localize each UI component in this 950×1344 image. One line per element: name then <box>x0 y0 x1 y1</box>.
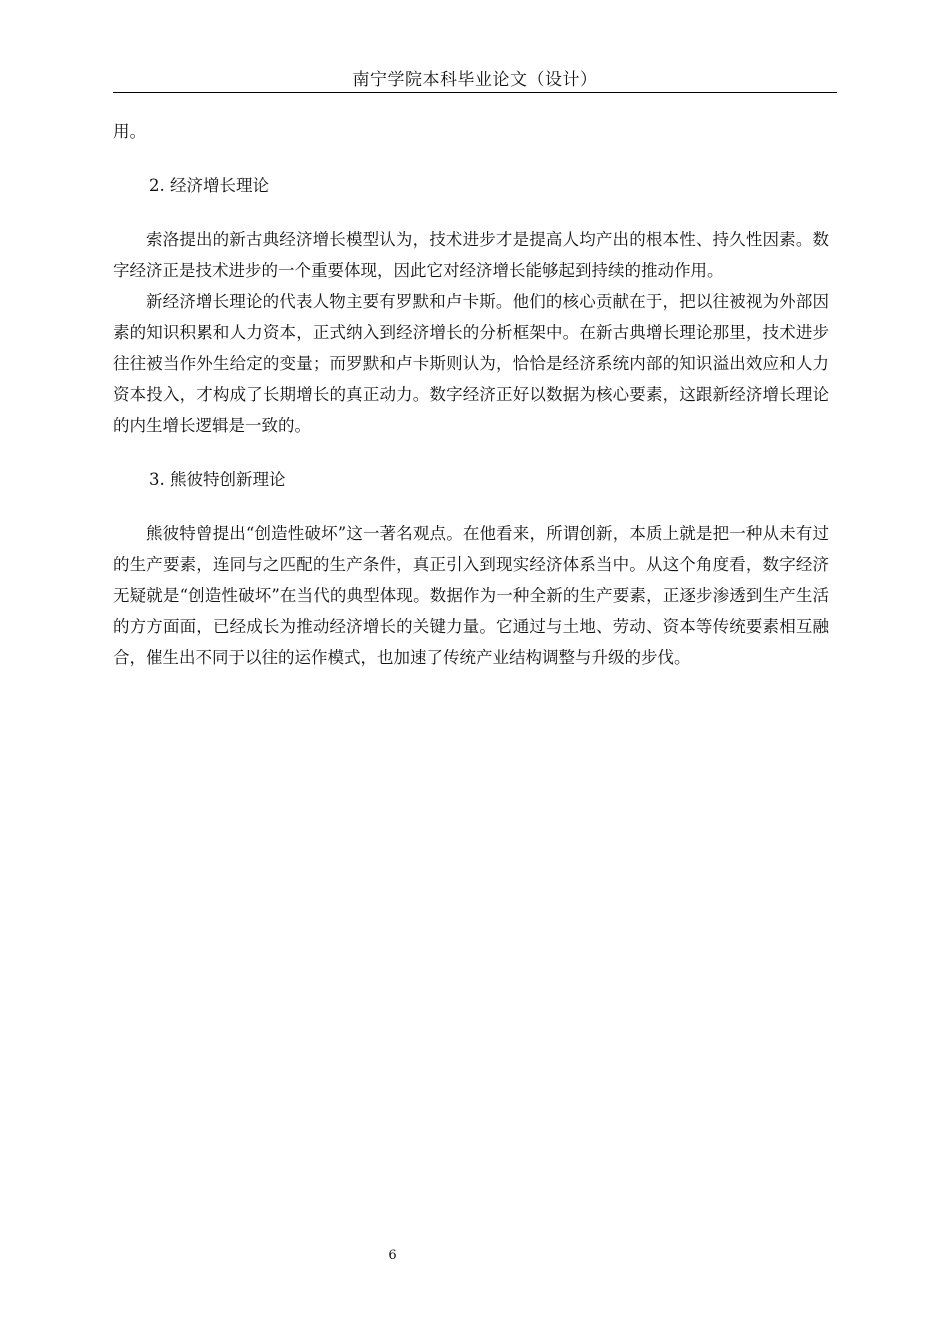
header-rule <box>113 92 837 93</box>
page-content <box>113 116 829 673</box>
spacer <box>113 147 829 170</box>
spacer <box>113 201 829 224</box>
paragraph: 新经济增长理论的代表人物主要有罗默和卢卡斯。他们的核心贡献在于，把以往被视为外部因素的知识积累和人力资本，正式纳入到经济增长的分析框架中。在新古典增长理论那里，技术进步往往被当作外生给定的变量；而罗默和卢卡斯则认为，恰恰是经济系统内部的知识溢出效应和人力资本投入，才构成了长期增长的真正动力。数字经济正好以数据为核心要素，这跟新经济增长理论的内生增长逻辑是一致的。 <box>113 292 829 435</box>
section-heading-3: 3. 熊彼特创新理论 <box>149 470 286 489</box>
spacer <box>113 441 829 464</box>
page-number: 6 <box>388 1248 397 1263</box>
section-heading-2: 2. 经济增长理论 <box>149 176 269 195</box>
paragraph: 索洛提出的新古典经济增长模型认为，技术进步才是提高人均产出的根本性、持久性因素。数字经济正是技术进步的一个重要体现，因此它对经济增长能够起到持续的推动作用。 <box>113 230 829 280</box>
paragraph: 熊彼特曾提出“创造性破坏”这一著名观点。在他看来，所谓创新，本质上就是把一种从未有过的生产要素，连同与之匹配的生产条件，真正引入到现实经济体系当中。从这个角度看，数字经济无疑就是“创造性破坏”在当代的典型体现。数据作为一种全新的生产要素，正逐步渗透到生产生活的方方面面，已经成长为推动经济增长的关键力量。它通过与土地、劳动、资本等传统要素相互融合，催生出不同于以往的运作模式，也加速了传统产业结构调整与升级的步伐。 <box>113 524 829 667</box>
continuation-text: 用。 <box>113 122 146 141</box>
spacer <box>113 495 829 518</box>
running-header: 南宁学院本科毕业论文（设计） <box>352 70 598 90</box>
